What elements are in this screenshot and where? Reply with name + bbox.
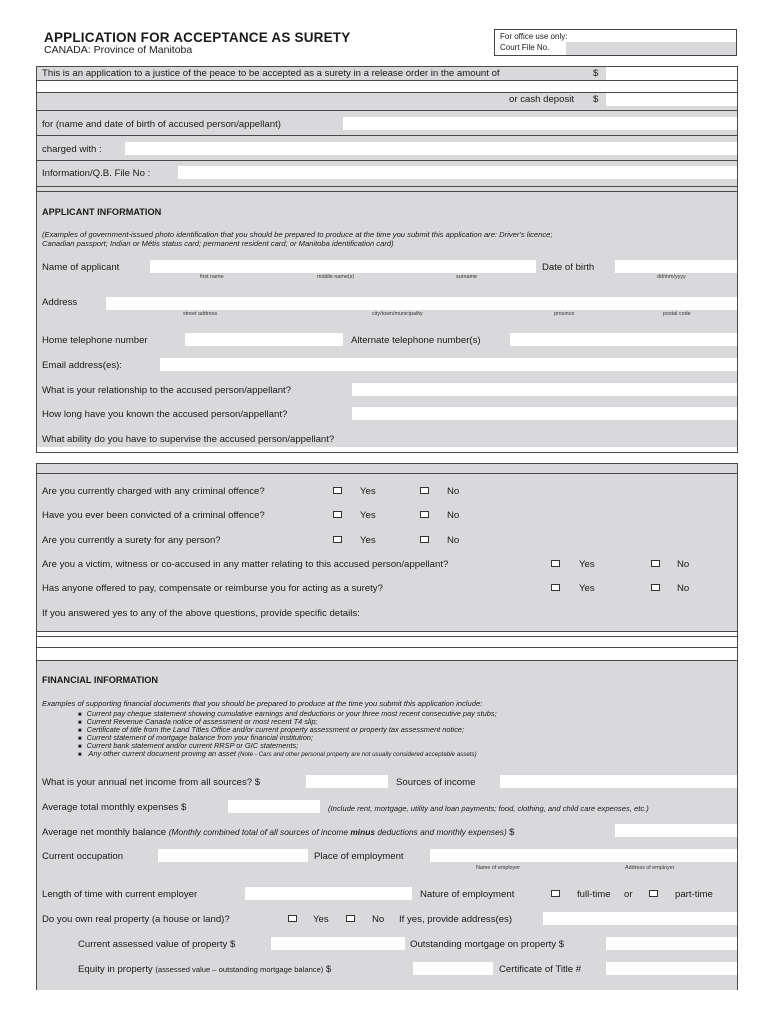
court-file-field[interactable]: [566, 42, 736, 55]
middle-names-hint: middle name(s): [317, 274, 355, 280]
name-employer-hint: Name of employer: [476, 865, 521, 871]
q4-yes-checkbox[interactable]: [551, 560, 560, 567]
equity-note: (assessed value – outstanding mortgage balance): [155, 965, 324, 974]
email-field[interactable]: [160, 358, 737, 371]
dollar-sign: $: [509, 827, 515, 838]
dob-format-hint: dd/mm/yyyy: [657, 274, 686, 280]
monthly-expenses-field[interactable]: [228, 800, 320, 813]
supervise-ability-field[interactable]: [37, 447, 737, 452]
city-hint: city/town/municipality: [372, 311, 423, 317]
street-hint: street address: [183, 311, 218, 317]
no-label: No: [447, 535, 460, 546]
relationship-field[interactable]: [352, 383, 737, 396]
sources-income-field[interactable]: [500, 775, 737, 788]
avg-balance-row: [42, 826, 514, 839]
occupation-field[interactable]: [158, 849, 308, 862]
bullet-6-main: Any other current document proving an asset: [88, 749, 236, 758]
yes-label: Yes: [313, 914, 329, 925]
q1-no-checkbox[interactable]: [420, 487, 429, 494]
length-employer-label: Length of time with current employer: [42, 889, 198, 900]
alt-phone-label: Alternate telephone number(s): [351, 335, 481, 346]
bullet-6-note: (Note - Cars and other personal property are not usually considered acceptable assets): [237, 751, 477, 758]
court-file-label: Court File No.: [500, 43, 550, 52]
no-label: No: [372, 914, 385, 925]
if-yes-address-label: If yes, provide address(es): [399, 914, 513, 925]
dollar-sign: $: [326, 964, 332, 975]
bullet-4: ■ Current statement of mortgage balance from your financial institution;: [78, 734, 313, 743]
how-long-label: How long have you known the accused person/appellant?: [42, 409, 288, 420]
financial-intro: Examples of supporting financial documents that you should be prepared to produce at the time you submit this application include:: [42, 699, 483, 708]
no-label: No: [447, 510, 460, 521]
no-label: No: [677, 583, 690, 594]
q5-label: Has anyone offered to pay, compensate or reimburse you for acting as a surety?: [42, 583, 383, 594]
or-label: or: [624, 889, 633, 900]
alt-phone-field[interactable]: [510, 333, 737, 346]
bullet-3: ■ Certificate of title from the Land Titles Office and/or current property assessment or property tax assessment notice;: [78, 726, 464, 735]
cash-deposit-label: or cash deposit: [509, 94, 575, 105]
province-hint: province: [554, 311, 575, 317]
dollar-sign: $: [593, 94, 599, 105]
bullet-2: ■ Current Revenue Canada notice of assessment or most recent T4 slip;: [78, 718, 318, 727]
equity-field[interactable]: [413, 962, 493, 975]
q5-yes-checkbox[interactable]: [551, 584, 560, 591]
q2-label: Have you ever been convicted of a criminal offence?: [42, 510, 265, 521]
charged-with-field[interactable]: [125, 142, 737, 155]
charged-with-label: charged with :: [42, 144, 102, 155]
info-file-field[interactable]: [178, 166, 737, 179]
divider: [36, 473, 738, 474]
details-label: If you answered yes to any of the above questions, provide specific details:: [42, 608, 360, 619]
id-note-line1: (Examples of government-issued photo identification that you should be prepared to produce at the time you submit this application are: Driver's licence;: [42, 230, 553, 239]
amount-field[interactable]: [606, 67, 737, 80]
dob-field[interactable]: [615, 260, 737, 273]
email-label: Email address(es):: [42, 360, 122, 371]
applicant-name-label: Name of applicant: [42, 262, 120, 273]
white-line: [37, 636, 737, 637]
q4-label: Are you a victim, witness or co-accused in any matter relating to this accused person/appellant?: [42, 559, 449, 570]
occupation-label: Current occupation: [42, 851, 124, 862]
part-time-label: part-time: [675, 889, 713, 900]
divider: [36, 186, 738, 187]
q3-no-checkbox[interactable]: [420, 536, 429, 543]
certificate-title-label: Certificate of Title #: [499, 964, 582, 975]
first-name-hint: first name: [200, 274, 224, 280]
address-label: Address: [42, 297, 78, 308]
real-property-label: Do you own real property (a house or land)?: [42, 914, 230, 925]
property-address-field[interactable]: [543, 912, 737, 925]
accused-name-label: for (name and date of birth of accused person/appellant): [42, 119, 281, 130]
property-yes-checkbox[interactable]: [288, 915, 297, 922]
form-subtitle: CANADA: Province of Manitoba: [44, 44, 193, 56]
avg-balance-field[interactable]: [615, 824, 737, 837]
q2-no-checkbox[interactable]: [420, 511, 429, 518]
cash-deposit-field[interactable]: [606, 93, 737, 106]
office-use-label: For office use only:: [500, 32, 568, 41]
avg-balance-note: [169, 827, 509, 837]
place-employment-field[interactable]: [430, 849, 737, 862]
white-band: [37, 81, 737, 92]
assessed-value-label: Current assessed value of property $: [78, 939, 236, 950]
postal-code-hint: postal code: [663, 311, 691, 317]
id-note-line2: Canadian passport; Indian or Métis status card; permanent resident card; or Manitoba identification card): [42, 239, 394, 248]
address-employer-hint: Address of employer: [625, 865, 675, 871]
supervise-ability-label: What ability do you have to supervise the accused person/appellant?: [42, 434, 335, 445]
monthly-expenses-label: Average total monthly expenses $: [42, 802, 187, 813]
no-label: No: [447, 486, 460, 497]
q1-label: Are you currently charged with any criminal offence?: [42, 486, 265, 497]
applicant-name-field[interactable]: [150, 260, 536, 273]
avg-balance-note-a: (Monthly combined total of all sources of income: [168, 827, 348, 837]
q5-no-checkbox[interactable]: [651, 584, 660, 591]
amount-label: This is an application to a justice of the peace to be accepted as a surety in a release order in the amount of: [42, 68, 500, 79]
q3-label: Are you currently a surety for any person?: [42, 535, 221, 546]
place-employment-label: Place of employment: [314, 851, 404, 862]
full-time-label: full-time: [577, 889, 611, 900]
assessed-value-field[interactable]: [271, 937, 405, 950]
accused-name-field[interactable]: [343, 117, 737, 130]
monthly-expenses-note: (Include rent, mortgage, utility and loan payments; food, clothing, and child care expenses, etc.): [328, 804, 649, 813]
mortgage-label: Outstanding mortgage on property $: [410, 939, 565, 950]
avg-balance-note-b: deductions and monthly expenses): [377, 827, 507, 837]
form-title: APPLICATION FOR ACCEPTANCE AS SURETY: [44, 30, 351, 45]
yes-label: Yes: [360, 510, 376, 521]
annual-income-field[interactable]: [306, 775, 388, 788]
divider: [36, 660, 738, 661]
info-file-label: Information/Q.B. File No :: [42, 168, 151, 179]
divider: [36, 110, 738, 111]
bullet-5: ■ Current bank statement and/or current RRSP or GIC statements;: [78, 742, 298, 751]
surname-hint: surname: [456, 274, 477, 280]
divider: [36, 135, 738, 136]
q3-yes-checkbox[interactable]: [333, 536, 342, 543]
financial-heading: FINANCIAL INFORMATION: [42, 675, 159, 685]
white-band: [36, 452, 738, 464]
q2-yes-checkbox[interactable]: [333, 511, 342, 518]
bullet-6: [78, 750, 477, 759]
nature-employment-label: Nature of employment: [420, 889, 515, 900]
applicant-heading: APPLICANT INFORMATION: [42, 207, 162, 217]
q4-no-checkbox[interactable]: [651, 560, 660, 567]
home-phone-label: Home telephone number: [42, 335, 148, 346]
avg-balance-label: Average net monthly balance: [42, 827, 167, 838]
equity-label: Equity in property: [78, 964, 153, 975]
yes-label: Yes: [579, 559, 595, 570]
length-employer-field[interactable]: [245, 887, 412, 900]
dob-label: Date of birth: [542, 262, 595, 273]
sources-income-label: Sources of income: [396, 777, 476, 788]
property-no-checkbox[interactable]: [346, 915, 355, 922]
annual-income-label: What is your annual net income from all sources? $: [42, 777, 261, 788]
yes-label: Yes: [360, 486, 376, 497]
address-field[interactable]: [106, 297, 737, 310]
divider: [36, 160, 738, 161]
home-phone-field[interactable]: [185, 333, 343, 346]
full-time-checkbox[interactable]: [551, 890, 560, 897]
certificate-title-field[interactable]: [606, 962, 737, 975]
no-label: No: [677, 559, 690, 570]
part-time-checkbox[interactable]: [649, 890, 658, 897]
details-field[interactable]: [37, 631, 737, 648]
bullet-1: ■ Current pay cheque statement showing cumulative earnings and deductions or your three most recent consecutive pay stubs;: [78, 710, 497, 719]
yes-label: Yes: [360, 535, 376, 546]
minus-text: minus: [350, 827, 375, 837]
how-long-field[interactable]: [352, 407, 737, 420]
yes-label: Yes: [579, 583, 595, 594]
dollar-sign: $: [593, 68, 599, 79]
mortgage-field[interactable]: [606, 937, 737, 950]
equity-row: [78, 964, 331, 976]
relationship-label: What is your relationship to the accused person/appellant?: [42, 385, 292, 396]
q1-yes-checkbox[interactable]: [333, 487, 342, 494]
